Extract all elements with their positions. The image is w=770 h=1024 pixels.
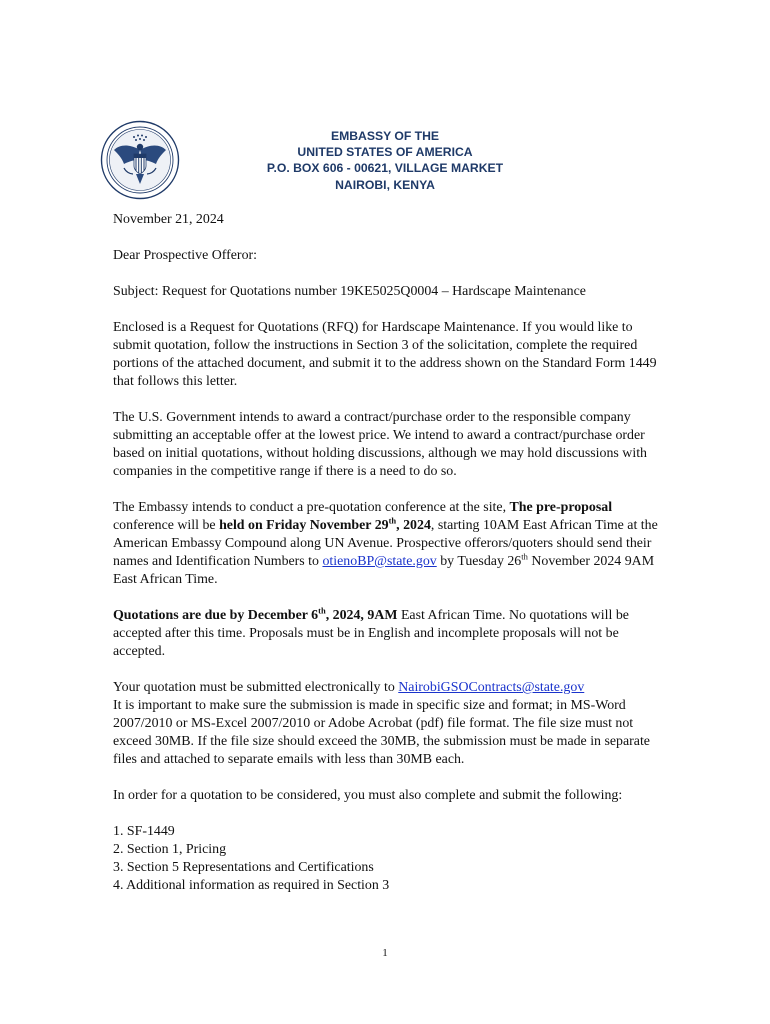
paragraph-conference: The Embassy intends to conduct a pre-quotation conference at the site, The pre-proposal conference will be held on Friday November 29th, 2024, starting 10AM East African Time at the American Embassy Compound along UN Avenue. Prospective offerors/quoters should send their names and Identification Numbers to otienoBP@state.gov by Tuesday 26th November 2024 9AM East African Time. <box>113 500 658 587</box>
paragraph-enclosed-rfq: Enclosed is a Request for Quotations (RFQ) for Hardscape Maintenance. If you would like to submit quotation, follow the instructions in Section 3 of the solicitation, complete the required portions of the attached document, and submit it to the address shown on the Standard Form 1449 that follows this letter. <box>113 320 657 389</box>
letter-date: November 21, 2024 <box>113 212 224 227</box>
paragraph-requirements: In order for a quotation to be considered, you must also complete and submit the following: <box>113 788 623 803</box>
paragraph-submission: Your quotation must be submitted electronically to NairobiGSOContracts@state.gov It is important to make sure the submission is made in specific size and format; in MS-Word 2007/2010 or MS-Excel 2007/2010 or Adobe Acrobat (pdf) file format. The file size must not exceed 30MB. If the file size should exceed the 30MB, the submission must be made in separate files and attached to separate emails with less than 30MB each. <box>113 680 650 767</box>
paragraph-award: The U.S. Government intends to award a contract/purchase order to the responsible company submitting an acceptable offer at the lowest price. We intend to award a contract/purchase order based on initial quotations, without holding discussions, although we may hold discussions with companies in the competitive range if there is a need to do so. <box>113 410 647 479</box>
list-item: 1. SF-1449 <box>113 824 175 839</box>
list-item: 2. Section 1, Pricing <box>113 842 227 857</box>
list-item: 3. Section 5 Representations and Certifications <box>113 860 374 875</box>
subject-line: Subject: Request for Quotations number 19KE5025Q0004 – Hardscape Maintenance <box>113 284 586 299</box>
salutation: Dear Prospective Offeror: <box>113 248 257 263</box>
letter-body <box>113 211 668 895</box>
requirements-list <box>113 823 668 895</box>
letterhead-line-4: NAIROBI, KENYA <box>335 177 435 192</box>
embassy-seal-icon <box>100 120 180 200</box>
paragraph-deadline: Quotations are due by December 6th, 2024, 9AM East African Time. No quotations will be accepted after this time. Proposals must be in English and incomplete proposals will not be accepted. <box>113 605 629 659</box>
letterhead <box>200 128 570 193</box>
letterhead-line-1: EMBASSY OF THE <box>330 129 440 143</box>
page-number: 1 <box>382 947 388 959</box>
list-item: 4. Additional information as required in Section 3 <box>113 878 390 893</box>
letterhead-line-2: UNITED STATES OF AMERICA <box>297 145 473 160</box>
submission-email-link[interactable]: NairobiGSOContracts@state.gov <box>398 680 585 695</box>
conference-email-link[interactable]: otienoBP@state.gov <box>322 554 437 569</box>
letterhead-line-3: P.O. BOX 606 - 00621, VILLAGE MARKET <box>266 161 504 176</box>
